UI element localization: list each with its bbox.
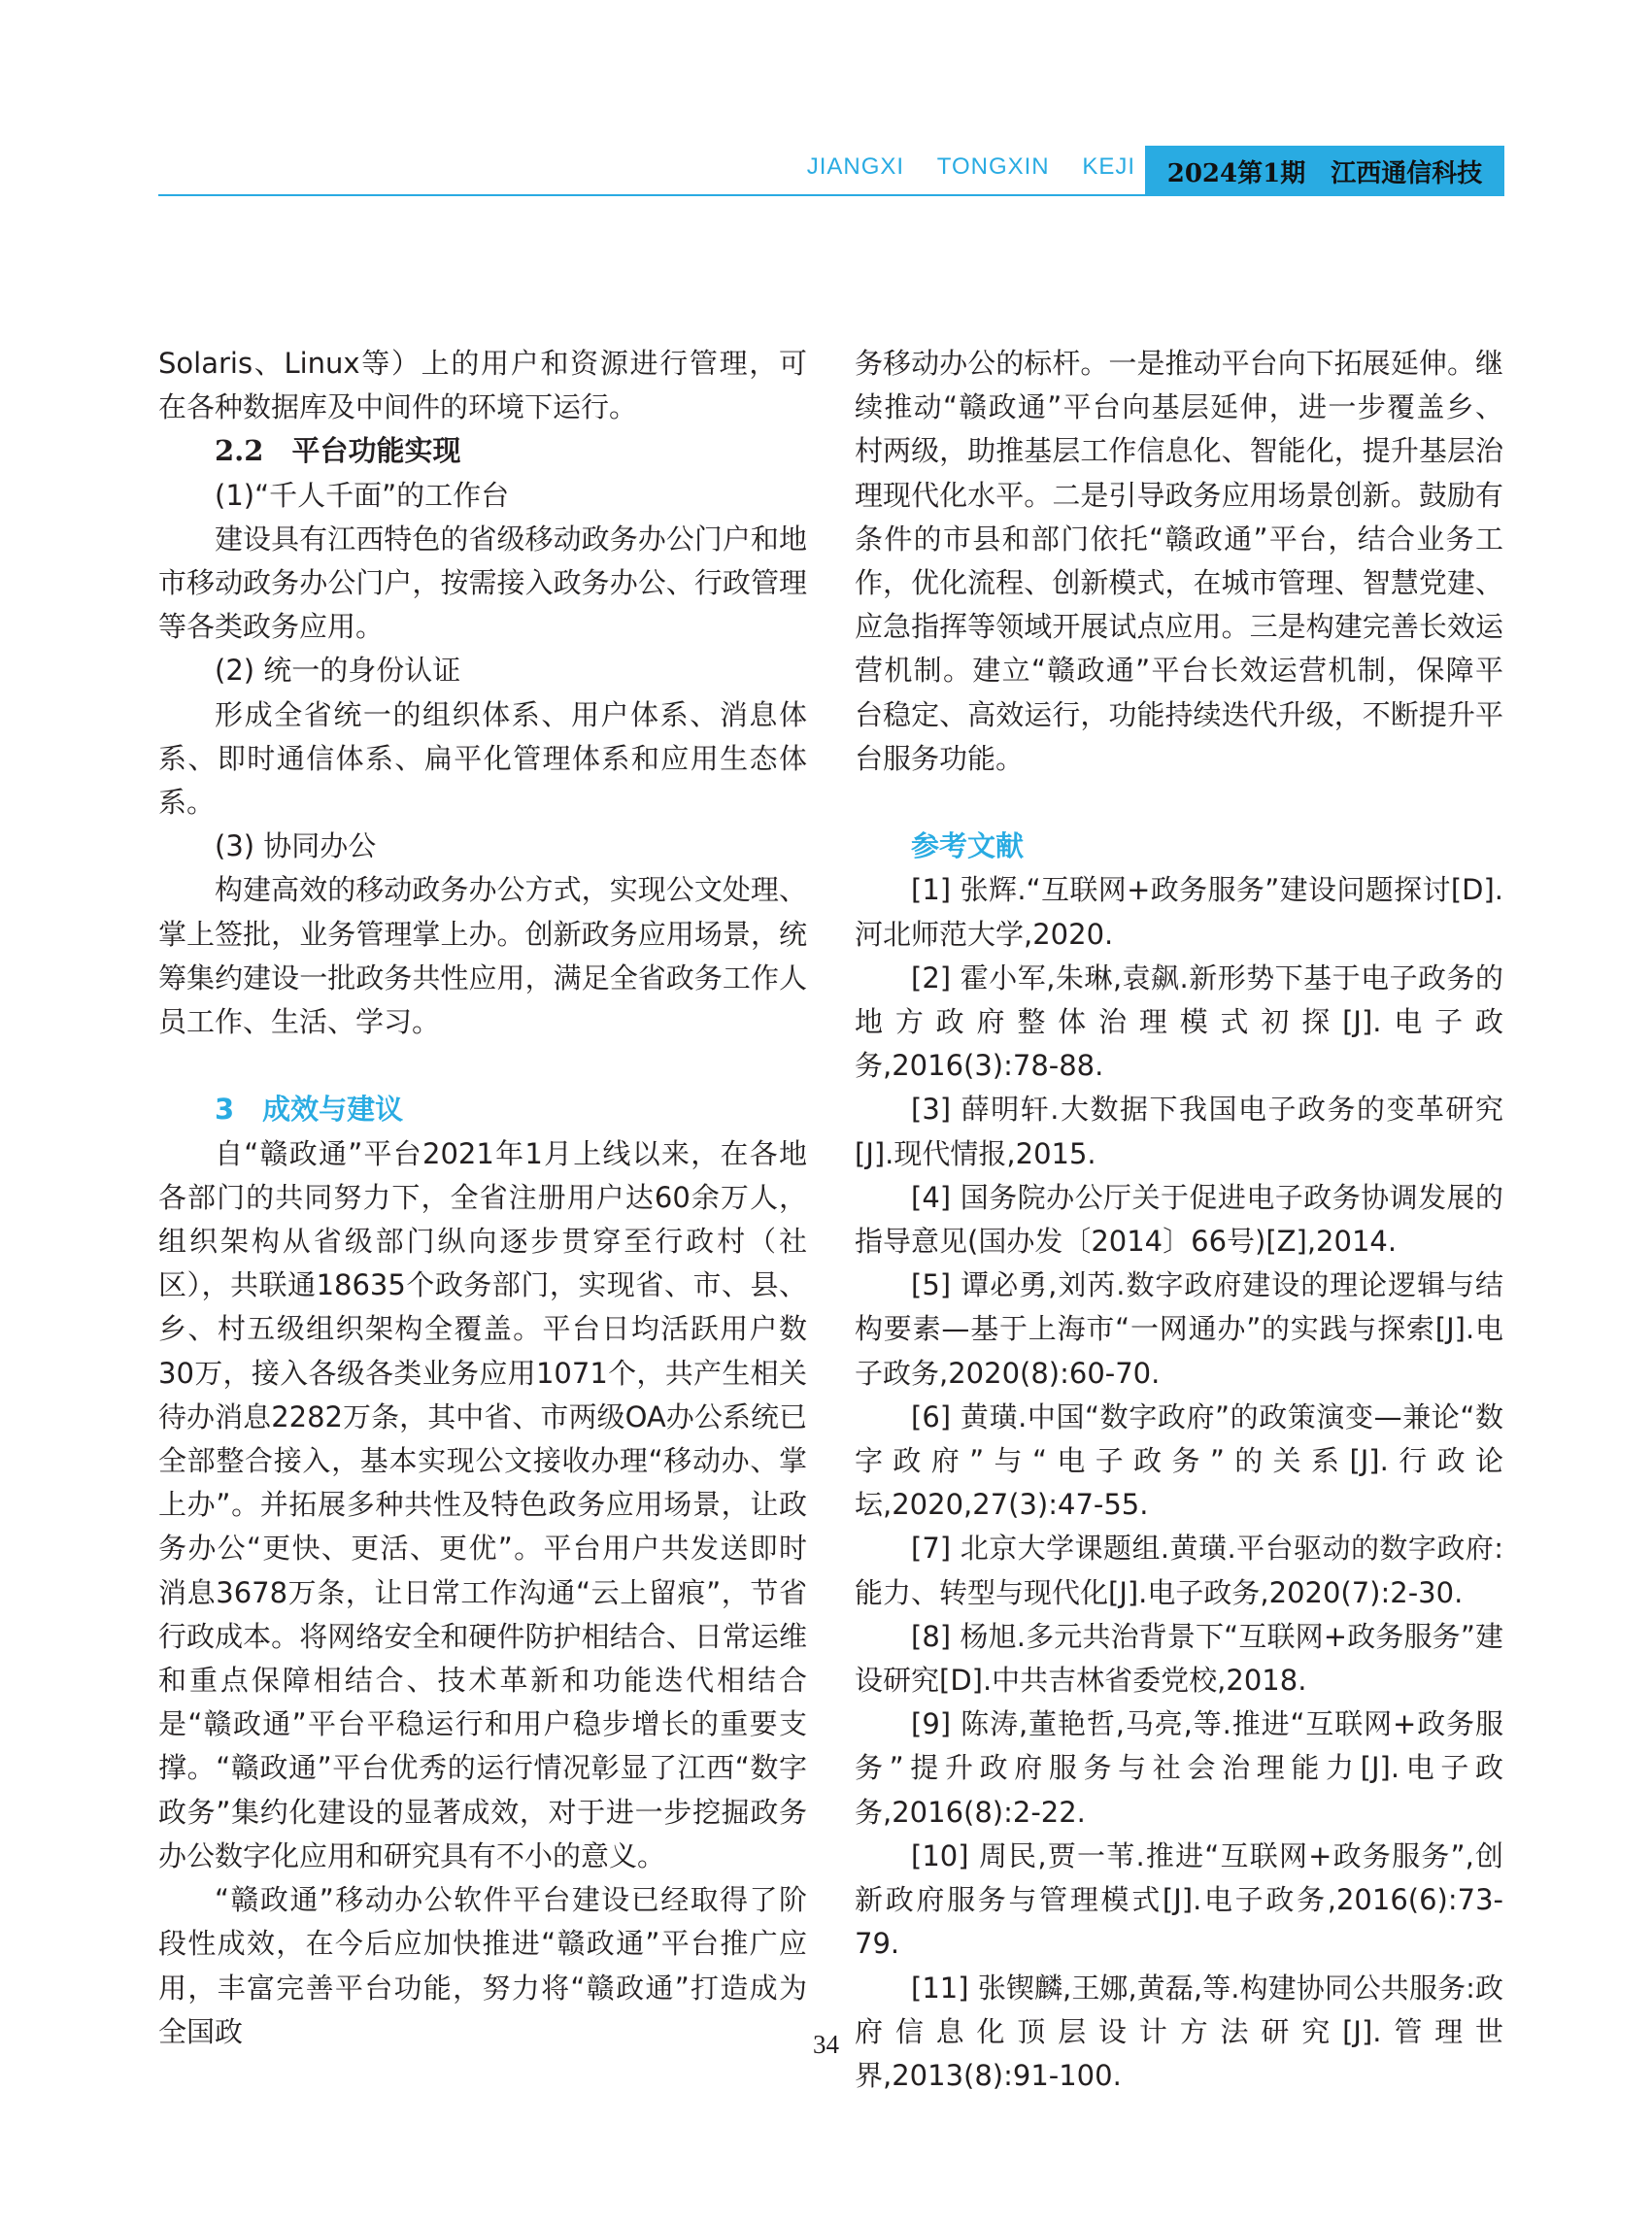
right-column — [855, 342, 1503, 2098]
reference-item: [8] 杨旭.多元共治背景下“互联网+政务服务”建设研究[D].中共吉林省委党校,2018. — [855, 1619, 1503, 1698]
reference-item: [5] 谭必勇,刘芮.数字政府建设的理论逻辑与结构要素—基于上海市“一网通办”的实践与探索[J].电子政务,2020(8):60-70. — [855, 1268, 1503, 1390]
paragraph-intro: Solaris、Linux等）上的用户和资源进行管理，可在各种数据库及中间件的环境下运行。 — [158, 347, 807, 424]
header-word-1: JIANGXI — [806, 153, 905, 180]
reference-item: [3] 薛明轩.大数据下我国电子政务的变革研究[J].现代情报,2015. — [855, 1093, 1503, 1170]
paragraph-item-1: 建设具有江西特色的省级移动政务办公门户和地市移动政务办公门户，按需接入政务办公、行政管理等各类政务应用。 — [158, 522, 807, 644]
page-number: 34 — [813, 2030, 839, 2059]
reference-item: [4] 国务院办公厅关于促进电子政务协调发展的指导意见(国办发〔2014〕66号)[Z],2014. — [855, 1180, 1503, 1259]
journal-name-pinyin — [807, 153, 1135, 181]
references-heading: 参考文献 — [911, 829, 1025, 863]
section-3-heading: 3 成效与建议 — [215, 1093, 404, 1127]
left-column — [158, 342, 807, 2054]
issue-label: 2024第1期 — [1166, 158, 1306, 188]
paragraph-item-3: 构建高效的移动政务办公方式，实现公文处理、掌上签批，业务管理掌上办。创新政务应用场景，统筹集约建设一批政务共性应用，满足全省政务工作人员工作、生活、学习。 — [158, 873, 807, 1039]
item-3-heading: (3) 协同办公 — [215, 829, 377, 863]
reference-item: [9] 陈涛,董艳哲,马亮,等.推进“互联网+政务服务”提升政府服务与社会治理能力[J].电子政务,2016(8):2-22. — [855, 1707, 1503, 1829]
reference-item: [6] 黄璜.中国“数字政府”的政策演变—兼论“数字政府”与“电子政务”的关系[J].行政论坛,2020,27(3):47-55. — [855, 1399, 1503, 1522]
paragraph-results: 自“赣政通”平台2021年1月上线以来，在各地各部门的共同努力下，全省注册用户达60余万人，组织架构从省级部门纵向逐步贯穿至行政村（社区），共联通18635个政务部门，实现省、市、县、乡、村五级组织架构全覆盖。平台日均活跃用户数30万，接入各级各类业务应用1071个，共产生相关待办消息2282万条，其中省、市两级OA办公系统已全部整合接入，基本实现公文接收办理“移动办、掌上办”。并拓展多种共性及特色政务应用场景，让政务办公“更快、更活、更优”。平台用户共发送即时消息3678万条，让日常工作沟通“云上留痕”，节省行政成本。将网络安全和硬件防护相结合、日常运维和重点保障相结合、技术革新和功能迭代相结合是“赣政通”平台平稳运行和用户稳步增长的重要支撑。“赣政通”平台优秀的运行情况彰显了江西“数字政务”集约化建设的显著成效，对于进一步挖掘政务办公数字化应用和研究具有不小的意义。 — [158, 1136, 807, 1872]
paragraph-item-2: 形成全省统一的组织体系、用户体系、消息体系、即时通信体系、扁平化管理体系和应用生态体系。 — [158, 697, 807, 820]
paragraph-continued: 务移动办公的标杆。一是推动平台向下拓展延伸。继续推动“赣政通”平台向基层延伸，进一步覆盖乡、村两级，助推基层工作信息化、智能化，提升基层治理现代化水平。二是引导政务应用场景创新。鼓励有条件的市县和部门依托“赣政通”平台，结合业务工作，优化流程、创新模式，在城市管理、智慧党建、应急指挥等领域开展试点应用。三是构建完善长效运营机制。建立“赣政通”平台长效运营机制，保障平台稳定、高效运行，功能持续迭代升级，不断提升平台服务功能。 — [855, 347, 1503, 775]
journal-name-cn: 江西通信科技 — [1331, 158, 1483, 188]
header-word-2: TONGXIN — [936, 153, 1050, 180]
reference-item: [11] 张锲麟,王娜,黄磊,等.构建协同公共服务:政府信息化顶层设计方法研究[J].管理世界,2013(8):91-100. — [855, 1971, 1503, 2092]
paragraph-suggestions: “赣政通”移动办公软件平台建设已经取得了阶段性成效，在今后应加快推进“赣政通”平台推广应用，丰富完善平台功能，努力将“赣政通”打造成为全国政 — [158, 1883, 807, 2048]
issue-badge — [1145, 146, 1504, 196]
reference-item: [1] 张辉.“互联网+政务服务”建设问题探讨[D].河北师范大学,2020. — [855, 873, 1503, 951]
item-2-heading: (2) 统一的身份认证 — [215, 654, 461, 688]
reference-item: [7] 北京大学课题组.黄璜.平台驱动的数字政府:能力、转型与现代化[J].电子政务,2020(7):2-30. — [855, 1532, 1503, 1609]
section-2-2-heading: 2.2 平台功能实现 — [215, 434, 461, 468]
running-header — [158, 146, 1504, 196]
header-word-3: KEJI — [1082, 153, 1135, 180]
reference-item: [2] 霍小军,朱琳,袁飙.新形势下基于电子政务的地方政府整体治理模式初探[J].电子政务,2016(3):78-88. — [855, 961, 1503, 1083]
item-1-heading: (1)“千人千面”的工作台 — [215, 478, 510, 512]
reference-item: [10] 周民,贾一苇.推进“互联网+政务服务”,创新政府服务与管理模式[J].电子政务,2016(6):73-79. — [855, 1838, 1503, 1961]
